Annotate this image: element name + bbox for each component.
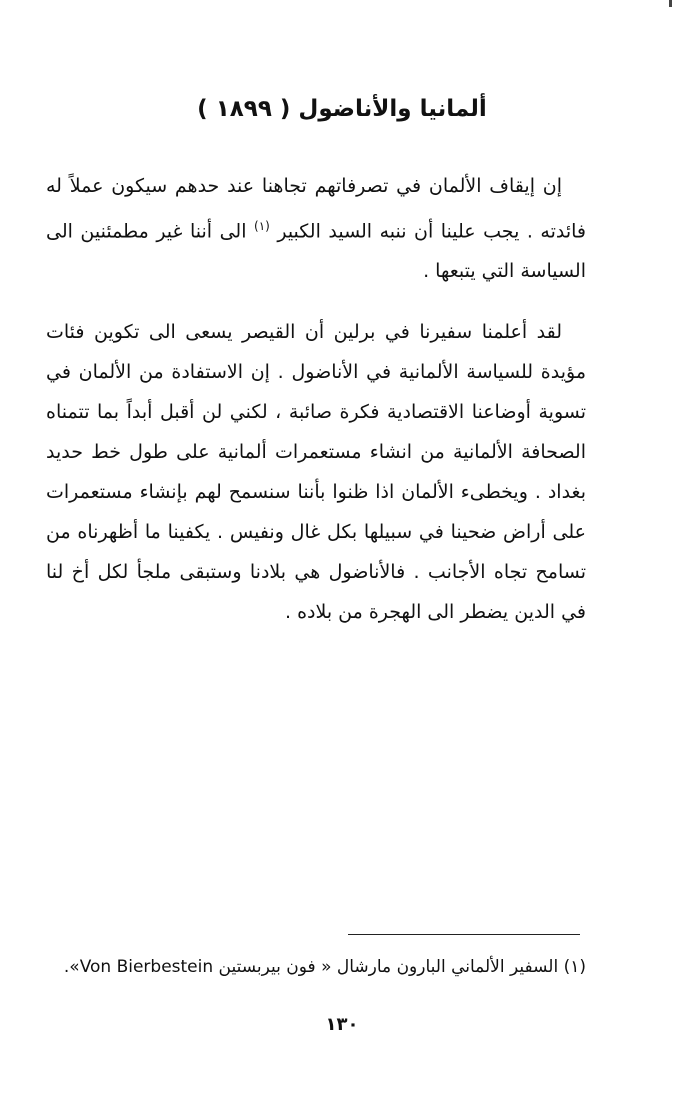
paragraph-2 <box>46 312 586 632</box>
paragraph-1-end: الى أننا غير مطمئنين الى السياسة التي يتبعها . <box>46 220 586 283</box>
footnote-divider <box>348 934 580 935</box>
paragraph-2-text: لقد أعلمنا سفيرنا في برلين أن القيصر يسعى الى تكوين فئات مؤيدة للسياسة الألمانية في الأناضول . إن الاستفادة من الألمان في تسوية أوضاعنا الاقتصادية فكرة صائبة ، لكني لن أقبل أبداً بما تتمناه الصحافة الألمانية من انشاء مستعمرات ألمانية على طول خط حديد بغداد . ويخطىء الألمان اذا ظنوا بأننا سنسمح لهم بإنشاء مستعمرات على أراض ضحينا في سبيلها بكل غال ونفيس . يكفينا ما أظهرناه من تسامح تجاه الأجانب . فالأناضول هي بلادنا وستبقى ملجأ لكل أخ لنا في الدين يضطر الى الهجرة من بلاده . <box>46 321 586 623</box>
footnote: (١) السفير الألماني البارون مارشال « فون بيربستين Von Bierbestein». <box>63 957 586 977</box>
paragraph-1 <box>46 166 586 291</box>
scan-mark <box>669 0 672 7</box>
page-title: ألمانيا والأناضول ( ١٨٩٩ ) <box>197 96 487 122</box>
page-number: ١٣٠ <box>325 1014 359 1035</box>
paragraph-1-text: إن إيقاف الألمان في تصرفاتهم تجاهنا عند حدهم سيكون عملاً له فائدته . يجب علينا أن ننبه السيد الكبير <box>46 175 587 243</box>
footnote-reference: (١) <box>254 219 270 233</box>
